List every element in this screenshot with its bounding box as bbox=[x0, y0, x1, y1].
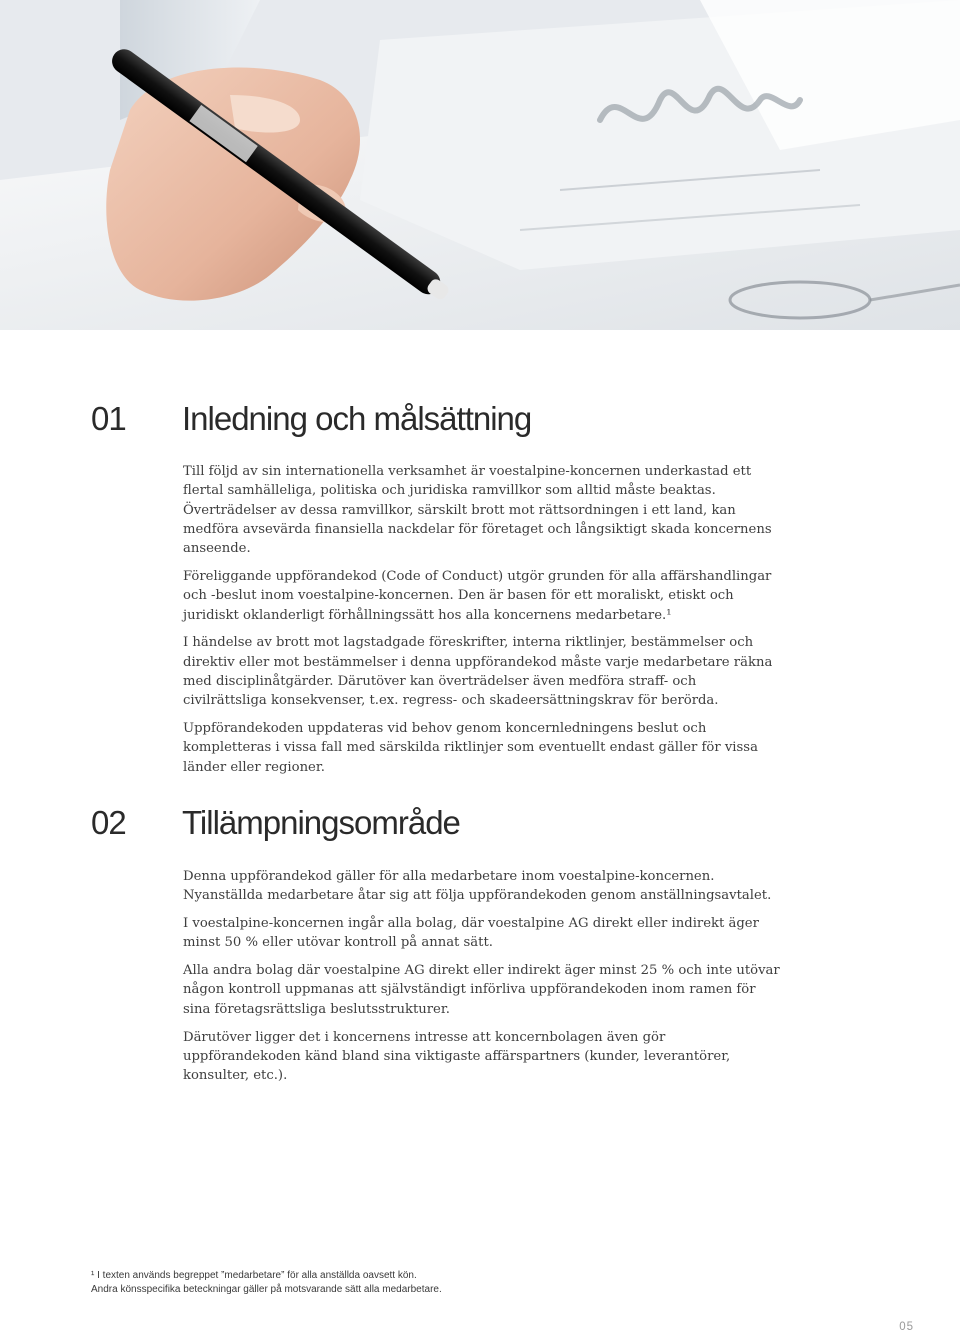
paragraph: Alla andra bolag där voestalpine AG direkt eller indirekt äger minst 25 % och inte utövar någon kontroll uppmanas att självständigt införliva uppförandekoden inom ramen för sina företagsrättsliga beslutsstrukturer. bbox=[183, 963, 780, 1017]
footnote bbox=[91, 1269, 791, 1297]
footnote-line: ¹ I texten används begreppet ”medarbetare” för alla anställda oavsett kön. bbox=[91, 1270, 417, 1281]
section-title: Inledning och målsättning bbox=[182, 400, 532, 437]
paragraph: I voestalpine-koncernen ingår alla bolag, där voestalpine AG direkt eller indirekt äger minst 50 % eller utövar kontroll på annat sätt. bbox=[183, 916, 759, 951]
footnote-line: Andra könsspecifika beteckningar gäller på motsvarande sätt alla medarbetare. bbox=[91, 1284, 442, 1295]
section-body bbox=[183, 867, 783, 1094]
paragraph: Föreliggande uppförandekod (Code of Conduct) utgör grunden för alla affärshandlingar och -beslut inom voestalpine-koncernen. Den är basen för ett moraliskt, etiskt och juridiskt oklanderligt förhållningssätt hos alla koncernens medarbetare.¹ bbox=[183, 568, 772, 623]
hand-pen-illustration bbox=[0, 0, 960, 330]
paragraph: Till följd av sin internationella verksamhet är voestalpine-koncernen underkastad ett flertal samhälleliga, politiska och juridiska ramvillkor som alltid måste beaktas. Överträdelser av dessa ramvillkor, särskilt brott mot rättsordningen i ett land, kan medföra avsevärda finansiella nackdelar för företaget och långsiktigt skada koncernens anseende. bbox=[183, 464, 772, 557]
hero-photo bbox=[0, 0, 960, 330]
section-number: 02 bbox=[91, 804, 126, 841]
paragraph: Uppförandekoden uppdateras vid behov genom koncernledningens beslut och kompletteras i vissa fall med särskilda riktlinjer som eventuellt endast gäller för vissa länder eller regioner. bbox=[183, 721, 758, 775]
section-title: Tillämpningsområde bbox=[182, 804, 460, 841]
section-body bbox=[183, 462, 783, 785]
page-number: 05 bbox=[899, 1321, 914, 1333]
paragraph: Därutöver ligger det i koncernens intresse att koncernbolagen även gör uppförandekoden känd bland sina viktigaste affärspartners (kunder, leverantörer, konsulter, etc.). bbox=[183, 1029, 731, 1084]
section-number: 01 bbox=[91, 400, 126, 437]
paragraph: Denna uppförandekod gäller för alla medarbetare inom voestalpine-koncernen. Nyanställda medarbetare åtar sig att följa uppförandekoden genom anställningsavtalet. bbox=[183, 869, 772, 904]
paragraph: I händelse av brott mot lagstadgade föreskrifter, interna riktlinjer, bestämmelser och direktiv eller mot bestämmelser i denna uppförandekod måste varje medarbetare räkna med disciplinåtgärder. Därutöver kan överträdelser även medföra straff- och civilrättsliga konsekvenser, t.ex. regress- och skadeersättningskrav för berörda. bbox=[183, 635, 773, 709]
